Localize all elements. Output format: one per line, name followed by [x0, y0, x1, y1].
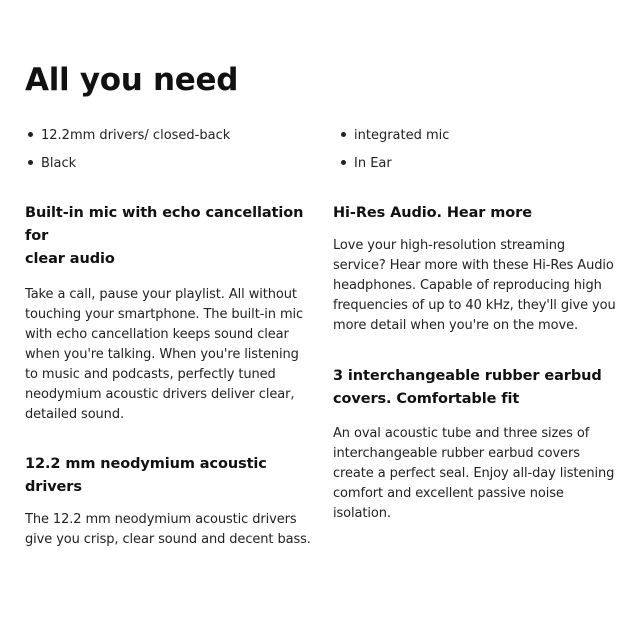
- body-line: frequencies of up to 40 kHz, they'll give you: [333, 298, 616, 313]
- bullet-icon: [28, 160, 33, 165]
- section-body: [333, 236, 633, 336]
- section-body: [333, 424, 633, 524]
- section-heading: [25, 202, 325, 271]
- bullet-icon: [28, 132, 33, 137]
- section-hires: [333, 202, 633, 336]
- bullet-icon: [341, 160, 346, 165]
- feature-label: In Ear: [354, 156, 392, 171]
- feature-item-drivers: [28, 128, 230, 144]
- body-line: neodymium acoustic drivers deliver clear,: [25, 387, 295, 402]
- section-mic: [25, 202, 325, 425]
- body-line: isolation.: [333, 506, 391, 521]
- body-line: service? Hear more with these Hi-Res Audio: [333, 258, 614, 273]
- body-line: Love your high-resolution streaming: [333, 238, 566, 253]
- heading-line: 3 interchangeable rubber earbud: [333, 368, 602, 384]
- body-line: The 12.2 mm neodymium acoustic drivers: [25, 512, 297, 527]
- body-line: to music and podcasts, perfectly tuned: [25, 367, 276, 382]
- section-heading: [333, 202, 633, 225]
- body-line: create a perfect seal. Enjoy all-day listening: [333, 466, 615, 481]
- feature-item-type: [341, 156, 392, 172]
- feature-item-mic: [341, 128, 449, 144]
- section-heading: [25, 453, 325, 499]
- section-heading: [333, 365, 633, 411]
- body-line: headphones. Capable of reproducing high: [333, 278, 602, 293]
- heading-line: Built-in mic with echo cancellation for: [25, 205, 304, 244]
- body-line: touching your smartphone. The built-in mic: [25, 307, 304, 322]
- body-line: when you're talking. When you're listening: [25, 347, 299, 362]
- section-drivers: [25, 453, 325, 550]
- bullet-icon: [341, 132, 346, 137]
- section-earbuds: [333, 365, 633, 524]
- body-line: give you crisp, clear sound and decent bass.: [25, 532, 311, 547]
- section-body: [25, 510, 325, 550]
- feature-label: Black: [41, 156, 77, 171]
- body-line: comfort and excellent passive noise: [333, 486, 564, 501]
- body-line: An oval acoustic tube and three sizes of: [333, 426, 590, 441]
- page-title: All you need: [25, 62, 239, 98]
- heading-line: 12.2 mm neodymium acoustic drivers: [25, 456, 267, 495]
- heading-line: clear audio: [25, 251, 115, 267]
- body-line: interchangeable rubber earbud covers: [333, 446, 580, 461]
- body-line: Take a call, pause your playlist. All without: [25, 287, 297, 302]
- section-body: [25, 285, 325, 425]
- feature-label: 12.2mm drivers/ closed-back: [41, 128, 231, 143]
- body-line: with echo cancellation keeps sound clear: [25, 327, 289, 342]
- feature-item-color: [28, 156, 76, 172]
- body-line: more detail when you're on the move.: [333, 318, 578, 333]
- body-line: detailed sound.: [25, 407, 125, 422]
- heading-line: covers. Comfortable fit: [333, 391, 520, 407]
- heading-line: Hi-Res Audio. Hear more: [333, 205, 532, 221]
- feature-label: integrated mic: [354, 128, 450, 143]
